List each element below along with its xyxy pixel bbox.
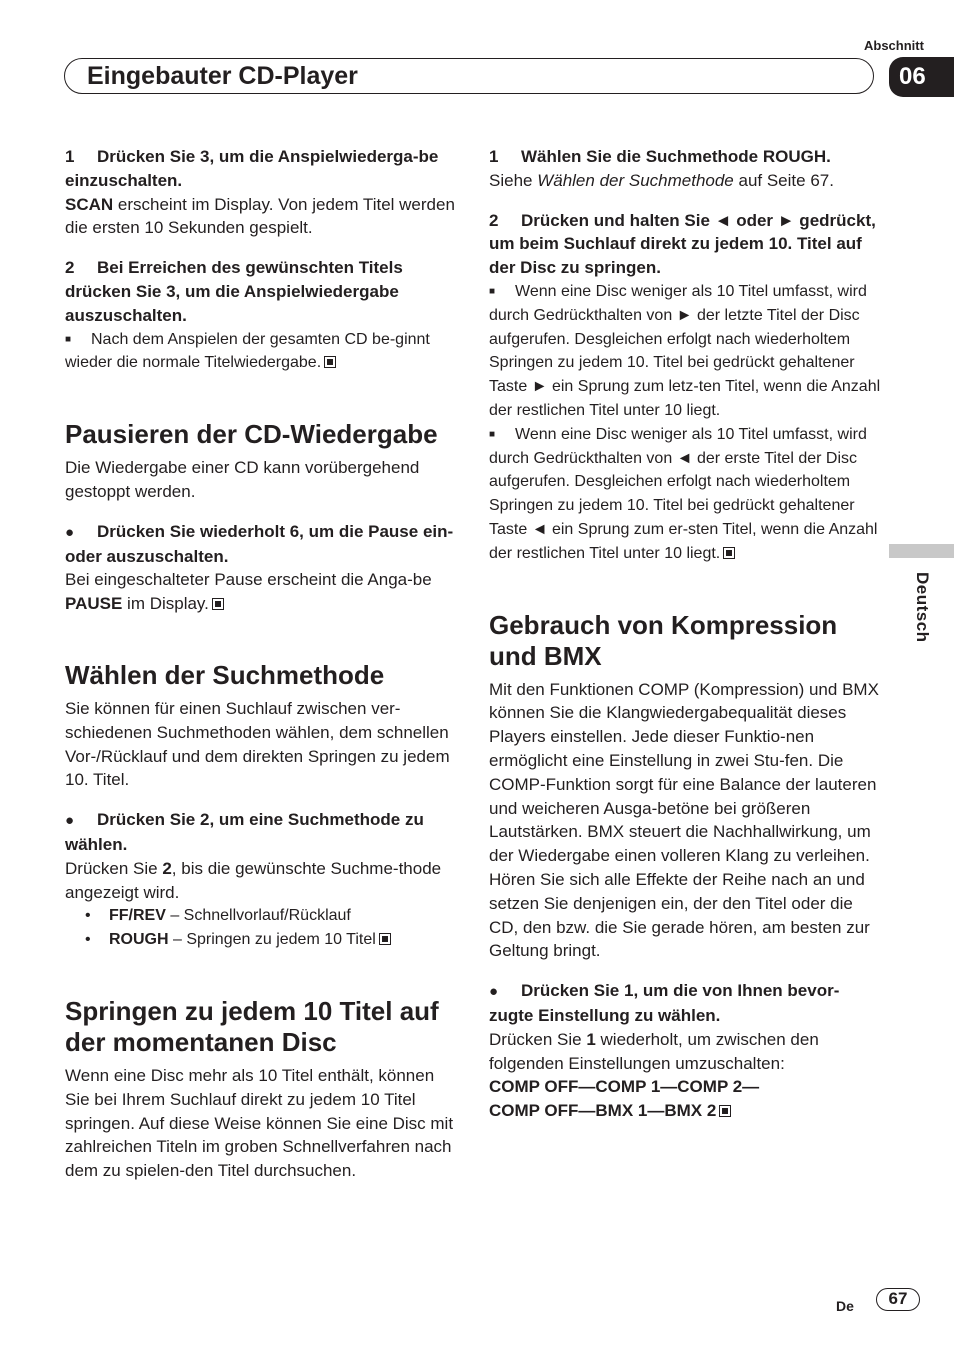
end-mark-icon [212,598,224,610]
search-intro: Sie können für einen Suchlauf zwischen ver-schiedenen Suchmethoden wählen, dem schnellen Vor-/Rücklauf und dem direkten Springen zu jedem 10. Titel. [65,698,450,790]
heading-compression-bmx: Gebrauch von Kompression und BMX [489,609,838,671]
end-mark-icon [379,933,391,945]
comp-intro: Mit den Funktionen COMP (Kompression) und BMX können Sie die Klangwiedergabequalität dieses Players einstellen. Jede dieser Funktio-nen ermöglicht eine Einstellung in zwei Stu-fen. Die COMP-Funktion sorgt für eine Balance der lauteren und weicheren Ausga-betöne bei größeren Lautstärken. BMX steuert die Nachhallwirkung, um der Wiedergabe einen volleren Klang zu verleihen. Hören Sie sich alle Effekte der Reihe nach an und setzen Sie denjenigen ein, der den Titel oder die CD, den bzw. die Sie gerade hören, am besten zur Geltung bringt. [489,679,879,961]
right-step-1-text: Siehe Wählen der Suchmethode auf Seite 67. [489,170,834,190]
chapter-title: Eingebauter CD-Player [87,62,358,90]
comp-bullet-title: ● Drücken Sie 1, um die von Ihnen bevor-zugte Einstellung zu wählen. [489,981,840,1025]
search-text: Drücken Sie 2, bis die gewünschte Suchme-thode angezeigt wird. [65,858,442,902]
section-number-badge: 06 [889,57,954,97]
right-step-2-title: 2 Drücken und halten Sie ◄ oder ► gedrückt, um beim Suchlauf direkt zu jedem 10. Titel auf der Disc zu springen. [489,210,876,278]
step-2-note: ■ Nach dem Anspielen der gesamten CD be-ginnt wieder die normale Titelwiedergabe. [65,328,457,376]
round-bullet-icon: ● [65,523,75,541]
search-bullet-title: ● Drücken Sie 2, um eine Suchmethode zu wählen. [65,810,424,854]
footer-language-code: De [836,1298,854,1314]
pause-bullet-title: ● Drücken Sie wiederholt 6, um die Pause ein- oder auszuschalten. [65,521,454,566]
heading-search-method: Wählen der Suchmethode [65,659,385,690]
pause-text: Bei eingeschalteter Pause erscheint die Anga-be PAUSE im Display. [65,570,432,614]
section-label: Abschnitt [864,38,924,53]
language-tab-marker [889,544,954,558]
step-1-title: 1 Drücken Sie 3, um die Anspielwiederga-be einzuschalten. [65,147,439,190]
right-column [489,145,881,1123]
comp-sequence-1: COMP OFF—COMP 1—COMP 2— [489,1077,760,1097]
square-bullet-icon: ■ [489,428,496,440]
step-1-text: SCAN erscheint im Display. Von jedem Titel werden die ersten 10 Sekunden gespielt. [65,194,455,238]
list-item: • ROUGH – Springen zu jedem 10 Titel [65,928,457,952]
round-bullet-icon: ● [65,812,75,830]
right-step-2-note-1: ■ Wenn eine Disc weniger als 10 Titel umfasst, wird durch Gedrückthalten von ► der letzte Titel der Disc aufgerufen. Desgleichen erfolgt nach wiederholtem Springen zu jedem 10. Titel bei gedrückt gehaltener Taste ► ein Sprung zum letz-ten Titel, wenn die Anzahl der restlichen Titel unter 10 liegt. [489,280,881,423]
right-step-2-note-2: ■ Wenn eine Disc weniger als 10 Titel umfasst, wird durch Gedrückthalten von ◄ der erste Titel der Disc aufgerufen. Desgleichen erfolgt nach wiederholtem Springen zu jedem 10. Titel bei gedrückt gehaltener Taste ◄ ein Sprung zum er-sten Titel, wenn die Anzahl der restlichen Titel unter 10 liegt. [489,423,881,566]
comp-text: Drücken Sie 1 wiederholt, um zwischen den folgenden Einstellungen umzuschalten: [489,1029,819,1073]
round-bullet-icon: ● [489,983,499,1001]
right-step-1-title: 1 Wählen Sie die Suchmethode ROUGH. [489,147,831,166]
page-number: 67 [876,1288,920,1311]
comp-sequence-2: COMP OFF—BMX 1—BMX 2 [489,1099,881,1123]
chapter-header [64,58,874,94]
list-item: • FF/REV – Schnellvorlauf/Rücklauf [65,904,457,928]
end-mark-icon [324,356,336,368]
end-mark-icon [723,547,735,559]
heading-jump: Springen zu jedem 10 Titel auf der momentanen Disc [65,995,439,1057]
step-2-title: 2 Bei Erreichen des gewünschten Titels drücken Sie 3, um die Anspielwiedergabe auszuschalten. [65,258,403,325]
left-column [65,145,457,1183]
pause-intro: Die Wiedergabe einer CD kann vorübergehend gestoppt werden. [65,458,420,501]
jump-text: Wenn eine Disc mehr als 10 Titel enthält, können Sie bei Ihrem Suchlauf direkt zu jedem 10 Titel springen. Auf diese Weise können Sie eine Disc mit zahlreichen Titeln im groben Schnellverfahren nach dem zu spielen-den Titel durchsuchen. [65,1065,454,1181]
end-mark-icon [719,1105,731,1117]
heading-pause: Pausieren der CD-Wiedergabe [65,419,438,450]
search-options-list [65,904,457,952]
square-bullet-icon: ■ [489,285,496,297]
square-bullet-icon: ■ [65,333,72,345]
language-tab-label: Deutsch [913,572,932,643]
